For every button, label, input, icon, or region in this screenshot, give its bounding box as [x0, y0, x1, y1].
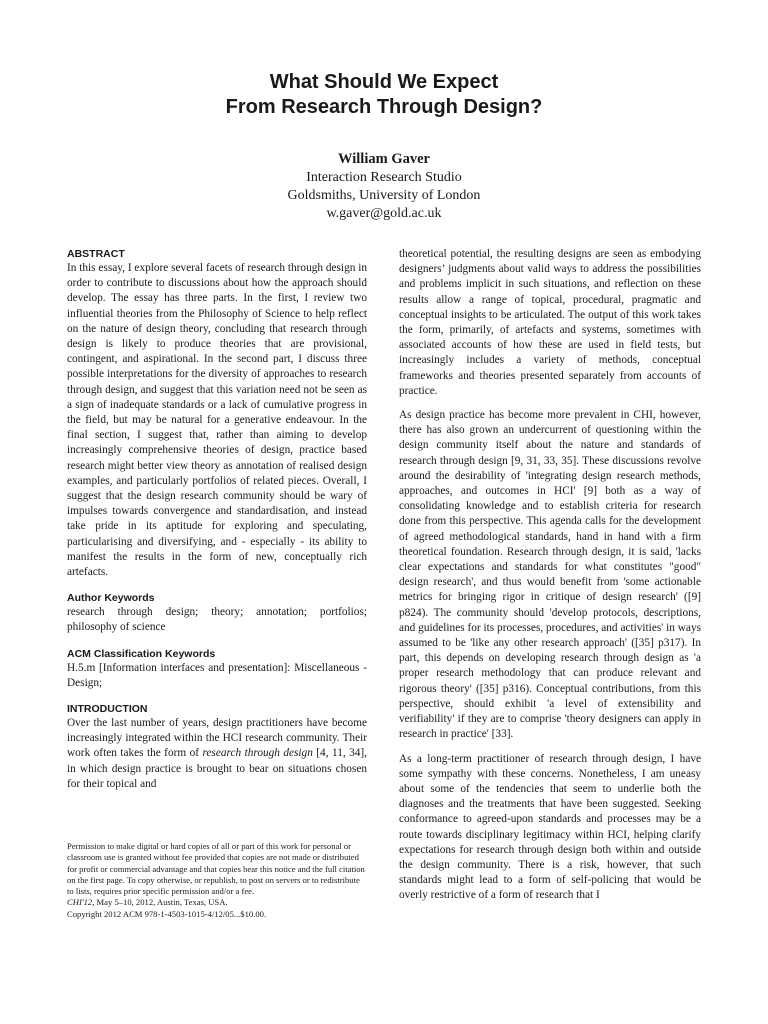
abstract-heading: ABSTRACT — [67, 248, 125, 260]
permission-notice — [67, 841, 367, 920]
venue-details: May 5–10, 2012, Austin, Texas, USA. — [94, 897, 228, 908]
left-column — [67, 247, 367, 792]
venue-name: CHI'12, — [67, 897, 95, 908]
acm-keywords-heading: ACM Classification Keywords — [67, 647, 216, 660]
author-keywords-heading: Author Keywords — [67, 592, 155, 605]
author-affiliation-2: Goldsmiths, University of London — [287, 188, 481, 203]
paper-title — [0, 70, 768, 120]
acm-keywords-text: H.5.m [Information interfaces and presentation]: Miscellaneous - Design; — [67, 661, 367, 689]
author-keywords-text: research through design; theory; annotation; portfolios; philosophy of science — [67, 606, 367, 634]
title-line-1: What Should We Expect — [269, 71, 499, 93]
intro-text-start: Over the last number of years, design practitioners have become increasingly integrated within the HCI research community. Their work often takes the form of — [67, 717, 367, 760]
abstract-text: In this essay, I explore several facets of research through design in order to contribute to discussions about how the approach should develop. The essay has three parts. In the first, I review two influential theories from the Philosophy of Science to help reflect on the nature of design theory, concluding that research through design is likely to produce theories that are provisional, contingent, and aspirational. In the second part, I discuss three possible interpretations for the diversity of approaches to research through design, and suggest that this variation need not be seen as a sign of inadequate standards or a lack of cumulative progress in the field, but may be natural for a generative endeavour. In the final section, I suggest that, rather than aiming to develop increasingly comprehensive theories of design, practice based research might better view theory as annotation of realised design examples, and particularly portfolios of related pieces. Overall, I suggest that the design research community should be wary of impulses towards convergence and standardisation, and instead take pride in its aptitude for exploring and speculating, particularising and diversifying, and - especially - its ability to manifest the results in the form of new, conceptually rich artefacts. — [67, 262, 367, 579]
introduction-paragraph — [67, 716, 367, 792]
intro-italic-term: research through design — [202, 747, 313, 760]
right-paragraph-2: As design practice has become more prevalent in CHI, however, there has also grown an undercurrent of questioning within the design community itself about the nature and standards of research through design [9, 31, 33, 35]. These discussions revolve around the desirability of 'integrating design research methods, approaches, and outcomes in HCI' [9] both as a way of consolidating knowledge and to establish criteria for research done from this perspective. This agenda calls for the development of agreed methodological standards, hand in hand with a firm theoretical foundation. Research through design, it is said, 'lacks clear expectations and standards for what constitutes "good" design research', and thus would benefit from 'some actionable metrics for bringing rigor in critique of design research' ([9] p824). The community should 'develop protocols, descriptions, and guidelines for its processes, procedures, and activities' in ways assumed to be 'like any other research approach' ([35] p317). In part, this depends on developing research through design as 'a proper research methodology that can produce relevant and rigorous theory' ([35] p316). Conceptual contributions, from this perspective, should exhibit 'a level of extensibility and verifiability' if they are to comprise 'theory designers can apply in research in practice' [33]. — [399, 409, 701, 741]
introduction-heading: INTRODUCTION — [67, 703, 148, 716]
right-column — [399, 247, 701, 904]
right-paragraph-3: As a long-term practitioner of research through design, I have some sympathy with these concerns. Nonetheless, I am uneasy about some of the tendencies that seem to underlie both the diagnoses and the treatments that have been suggested. Seeking conformance to agreed-upon standards and processes may be a route towards disciplinary legitimacy within HCI, helping clarify expectations for research through design both within and outside the design community. There is a risk, however, that such standards might lead to a form of self-policing that would be overly restrictive of a form of research that I — [399, 752, 701, 902]
author-block — [0, 150, 768, 223]
permission-text: Permission to make digital or hard copies of all or part of this work for personal or classroom use is granted without fee provided that copies are not made or distributed for profit or commercial advantage and that copies bear this notice and the full citation on the first page. To copy otherwise, or republish, to post on servers or to redistribute to lists, requires prior specific permission and/or a fee. — [67, 841, 365, 897]
author-name: William Gaver — [338, 151, 430, 167]
author-email[interactable]: w.gaver@gold.ac.uk — [326, 206, 442, 221]
venue-line — [67, 897, 367, 908]
title-line-2: From Research Through Design? — [225, 96, 543, 118]
right-paragraph-1: theoretical potential, the resulting designs are seen as embodying designers’ judgments about valid ways to address the possibilities and problems implicit in such situations, and reflection on these results allow a range of topical, procedural, pragmatic and conceptual insights to be articulated. The output of this work takes the form, primarily, of artefacts and systems, sometimes with associated accounts of how these are used in field tests, but increasingly includes a variety of methods, conceptual frameworks and theories presented separately from accounts of practice. — [399, 248, 701, 397]
intro-text-end: [4, 11, 34], in which design practice is brought to bear on situations chosen for their topical and — [67, 747, 367, 790]
author-affiliation-1: Interaction Research Studio — [306, 170, 462, 185]
copyright-line: Copyright 2012 ACM 978-1-4503-1015-4/12/05...$10.00. — [67, 908, 267, 919]
